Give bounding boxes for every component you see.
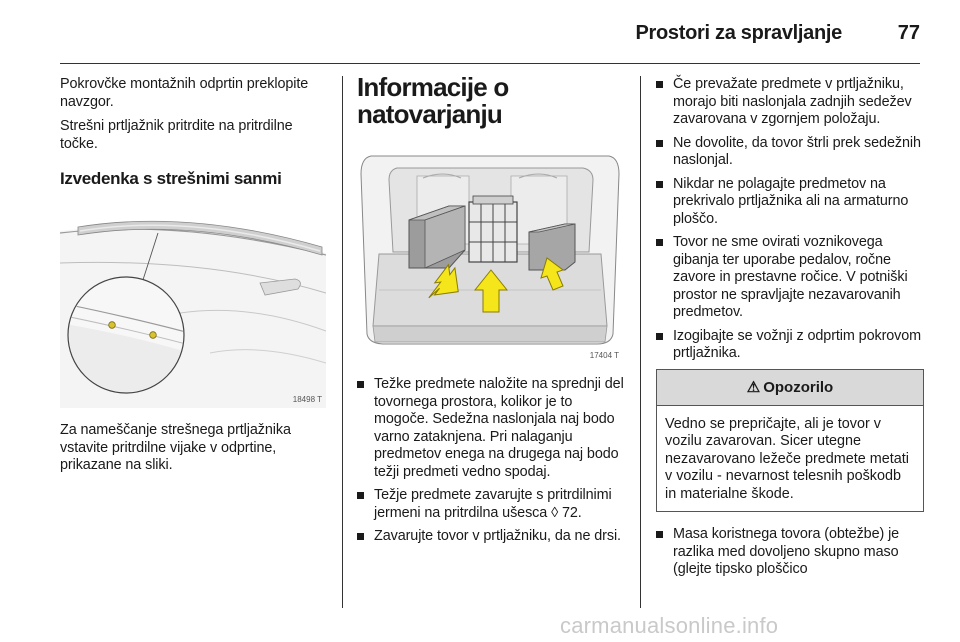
figure-code: 18498 T [292,395,322,404]
page-reference-link[interactable]: 72. [562,504,582,521]
cargo-figure [357,144,623,362]
loading-bullets [357,376,625,546]
column-middle [357,72,625,552]
bullet-icon [357,533,364,540]
warning-box [656,369,924,513]
figure-code: 17404 T [589,351,619,360]
bullet-icon [357,381,364,388]
list-item: Izogibajte se vožnji z odprtim pokrovom prtljažnika. [656,328,924,363]
list-item: Nikdar ne polagajte predmetov na prekrivalo prtljažnika ali na armaturno ploščo. [656,176,924,229]
paragraph-mounting-bolts: Za nameščanje strešnega prtljažnika vstavite pritrdilne vijake v odprtine, prikazane na sliki. [60,422,291,473]
bullet-icon [656,81,663,88]
chapter-title: Prostori za spravljanje [635,22,842,44]
watermark-text: carmanualsonline.info [560,613,779,638]
bullet-icon [656,239,663,246]
list-item: Zavarujte tovor v prtljažniku, da ne drsi. [357,528,625,546]
paragraph-cover-caps: Pokrovčke montažnih odprtin preklopite navzgor. [60,76,309,110]
bullet-icon [656,333,663,340]
safety-bullets [656,76,924,363]
list-item: Težje predmete zavarujte s pritrdilnimi jermeni na pritrdilna ušesca ◊ 72. [357,487,625,522]
list-item: Tovor ne sme ovirati voznikovega gibanja ter uporabe pedalov, ročne zavore in prestavne ročice. V potniški prostor ne spravljajte nezavarovanih predmetov. [656,234,924,322]
warning-triangle-icon: ⚠ [746,379,761,396]
list-item: Težke predmete naložite na sprednji del tovornega prostora, kolikor je to mogoče. Sedežna naslonjala naj bodo varno zataknjena. Pri nalaganju predmetov enega na drugega naj bodo težji predmeti vedno spodaj. [357,376,625,481]
heading-loading-info: Informacije o natovarjanju [357,72,509,129]
cargo-area-illustration [357,144,623,362]
warning-header [657,370,923,406]
page-header [60,0,920,64]
bullet-icon [656,181,663,188]
list-item: Ne dovolite, da tovor štrli prek sedežnih naslonjal. [656,135,924,170]
roof-rail-figure [60,203,326,408]
warning-text: Vedno se prepričajte, ali je tovor v vozilu zavarovan. Sicer utegne nezavarovano ležeče predmete metati v vozilu - nevarnost telesnih poškodb in materialne škode. [665,415,909,502]
bullet-icon [656,140,663,147]
page-number: 77 [897,22,920,44]
payload-bullets [656,526,924,579]
bullet-icon [656,531,663,538]
warning-title: Opozorilo [763,378,834,396]
paragraph-attach-points: Strešni prtljažnik pritrdite na pritrdilne točke. [60,118,293,152]
column-divider-1 [342,76,343,608]
column-right [656,76,924,585]
column-divider-2 [640,76,641,608]
list-item: Masa koristnega tovora (obtežbe) je razlika med dovoljeno skupno maso (glejte tipsko ploščico [656,526,924,579]
heading-roof-rails: Izvedenka s strešnimi sanmi [60,169,282,188]
bullet-icon [357,492,364,499]
roof-rail-illustration [60,203,326,408]
list-item: Če prevažate predmete v prtljažniku, morajo biti naslonjala zadnjih sedežev zavarovana v zgornjem položaju. [656,76,924,129]
column-left [60,76,328,482]
page-reference-icon[interactable]: ◊ [551,504,559,521]
